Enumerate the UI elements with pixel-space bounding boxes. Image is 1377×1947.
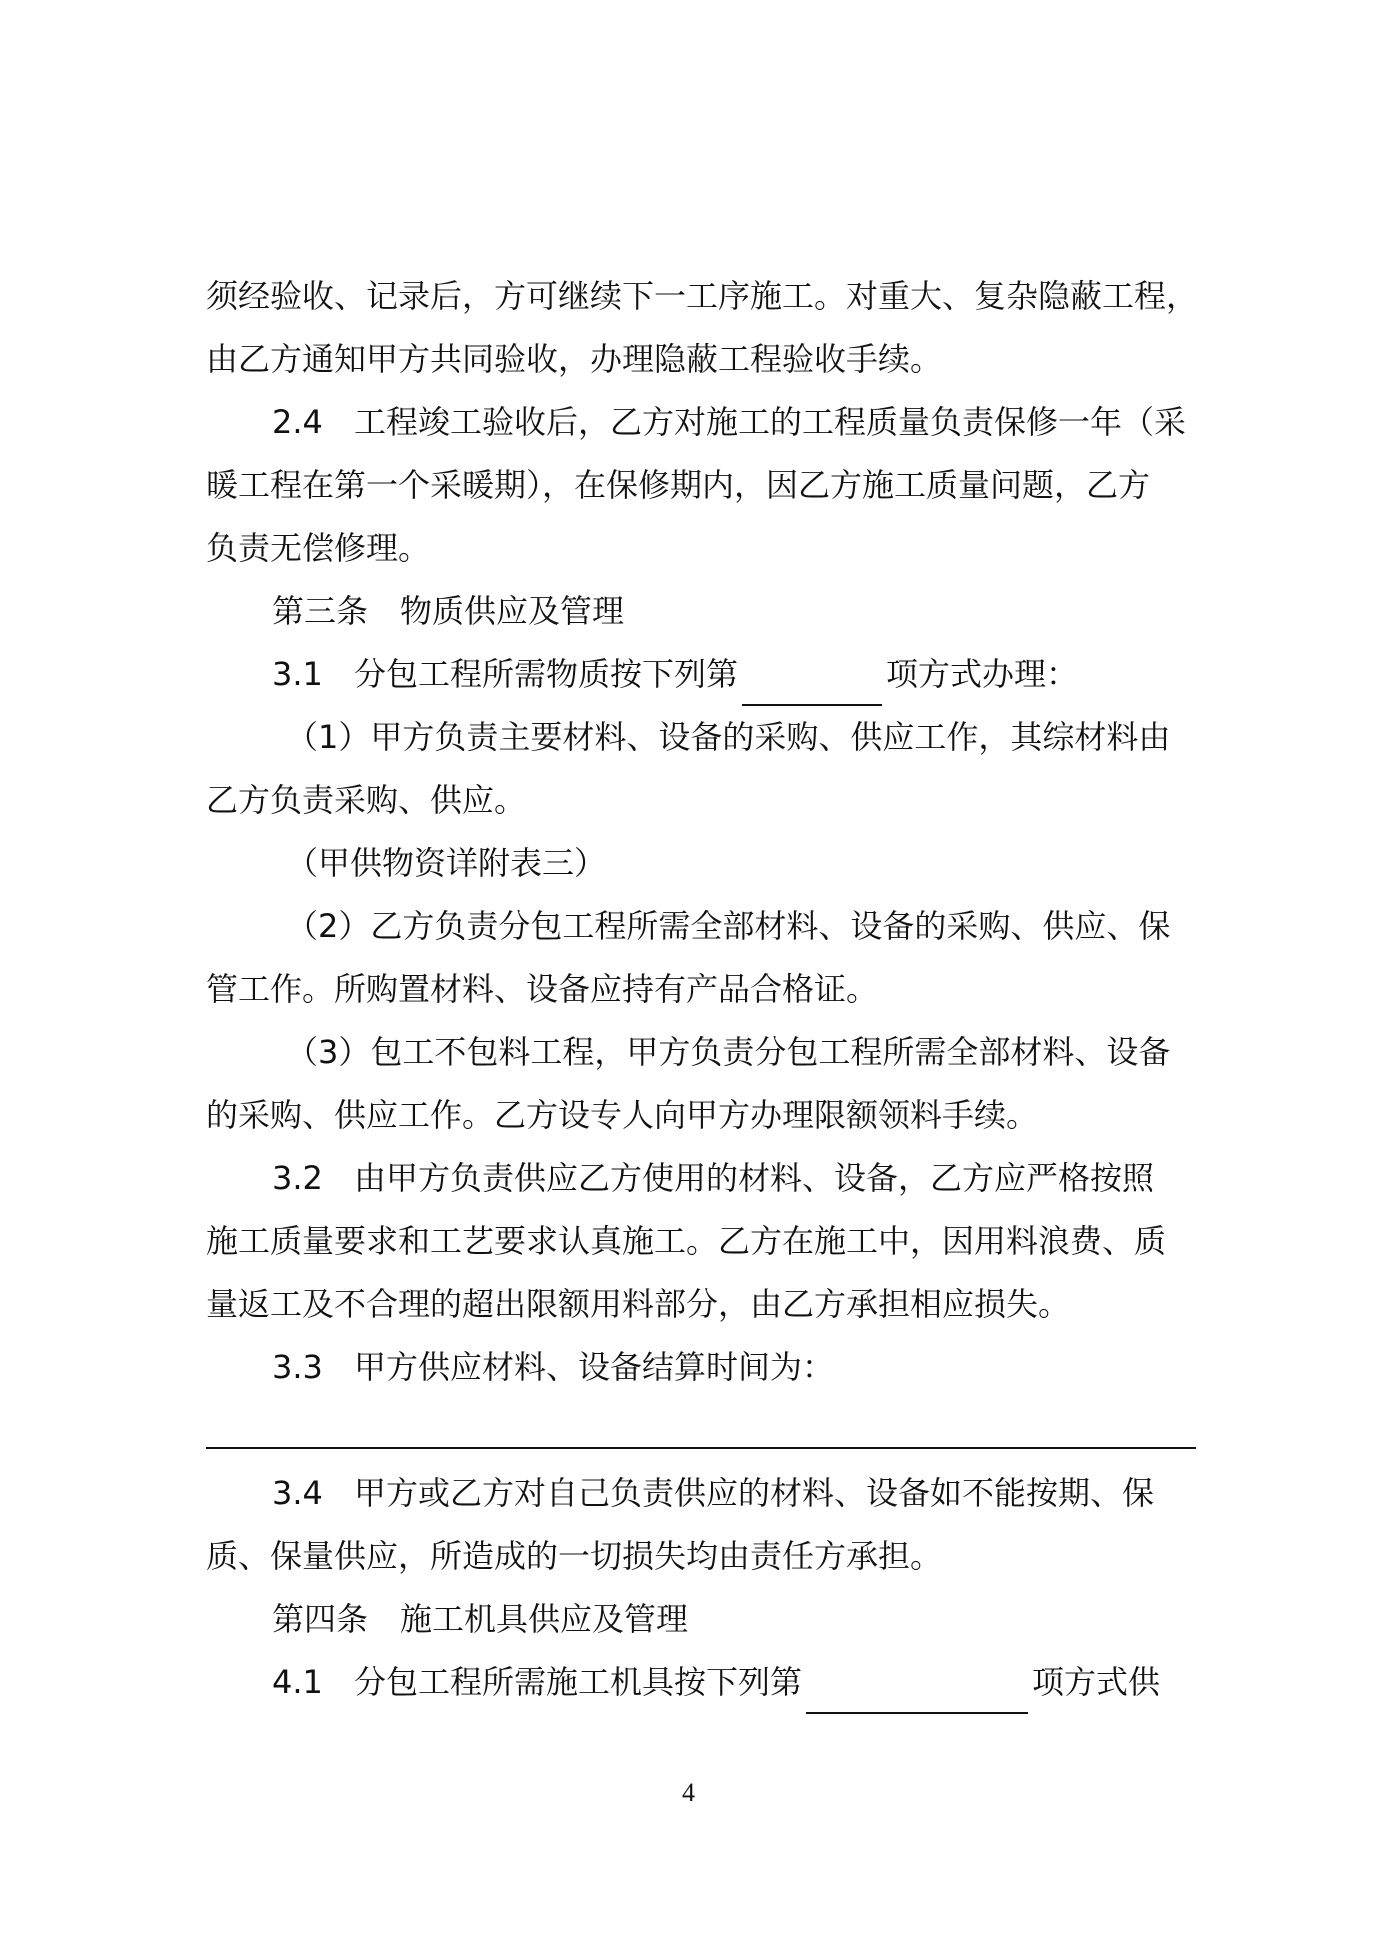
clause-3-1 bbox=[206, 643, 1196, 706]
text-line: 施工质量要求和工艺要求认真施工。乙方在施工中，因用料浪费、质 bbox=[206, 1222, 1167, 1260]
text-line: 工程竣工验收后，乙方对施工的工程质量负责保修一年（采 bbox=[354, 403, 1187, 441]
text-segment: 分包工程所需施工机具按下列第 bbox=[354, 1663, 803, 1701]
clause-number: 3.1 bbox=[272, 655, 323, 693]
text-segment: 项方式供 bbox=[1032, 1663, 1161, 1701]
text-line: 质、保量供应，所造成的一切损失均由责任方承担。 bbox=[206, 1537, 943, 1575]
clause-number: 4.1 bbox=[272, 1663, 323, 1701]
clause-number: 3.3 bbox=[272, 1348, 323, 1386]
text-segment: 分包工程所需物质按下列第 bbox=[354, 655, 739, 693]
text-line: 暖工程在第一个采暖期），在保修期内，因乙方施工质量问题，乙方 bbox=[206, 466, 1151, 504]
clause-3-4 bbox=[206, 1462, 1196, 1525]
text-line: 由甲方负责供应乙方使用的材料、设备，乙方应严格按照 bbox=[354, 1159, 1155, 1197]
article-4-heading: 第四条 施工机具供应及管理 bbox=[272, 1600, 689, 1638]
option-1-note: （甲供物资详附表三） bbox=[286, 844, 607, 882]
document-body bbox=[206, 265, 1199, 1714]
clause-3-3 bbox=[206, 1336, 1196, 1399]
fill-in-line[interactable] bbox=[206, 1447, 1196, 1449]
fill-in-blank[interactable] bbox=[742, 662, 882, 706]
clause-number: 2.4 bbox=[272, 403, 323, 441]
clause-number: 3.4 bbox=[272, 1474, 323, 1512]
text-line: 量返工及不合理的超出限额用料部分，由乙方承担相应损失。 bbox=[206, 1285, 1071, 1323]
clause-number: 3.2 bbox=[272, 1159, 323, 1197]
clause-3-2 bbox=[206, 1147, 1196, 1210]
article-3-heading: 第三条 物质供应及管理 bbox=[272, 592, 625, 630]
clause-4-1 bbox=[206, 1651, 1196, 1714]
text-line: 乙方负责采购、供应。 bbox=[206, 781, 527, 819]
text-line: 管工作。所购置材料、设备应持有产品合格证。 bbox=[206, 970, 879, 1008]
clause-2-4 bbox=[206, 391, 1196, 454]
option-3-line: （3）包工不包料工程，甲方负责分包工程所需全部材料、设备 bbox=[286, 1033, 1171, 1071]
text-line: 的采购、供应工作。乙方设专人向甲方办理限额领料手续。 bbox=[206, 1096, 1039, 1134]
text-segment: 项方式办理： bbox=[886, 655, 1079, 693]
text-line: 甲方供应材料、设备结算时间为： bbox=[354, 1348, 835, 1386]
page-number: 4 bbox=[682, 1778, 695, 1807]
fill-in-blank[interactable] bbox=[806, 1670, 1028, 1714]
option-2-line: （2）乙方负责分包工程所需全部材料、设备的采购、供应、保 bbox=[286, 907, 1171, 945]
text-line: 甲方或乙方对自己负责供应的材料、设备如不能按期、保 bbox=[354, 1474, 1155, 1512]
text-line: 负责无偿修理。 bbox=[206, 529, 431, 567]
text-line: 由乙方通知甲方共同验收，办理隐蔽工程验收手续。 bbox=[206, 340, 943, 378]
option-1-line: （1）甲方负责主要材料、设备的采购、供应工作，其综材料由 bbox=[286, 718, 1171, 756]
text-line: 须经验收、记录后，方可继续下一工序施工。对重大、复杂隐蔽工程， bbox=[206, 277, 1199, 315]
